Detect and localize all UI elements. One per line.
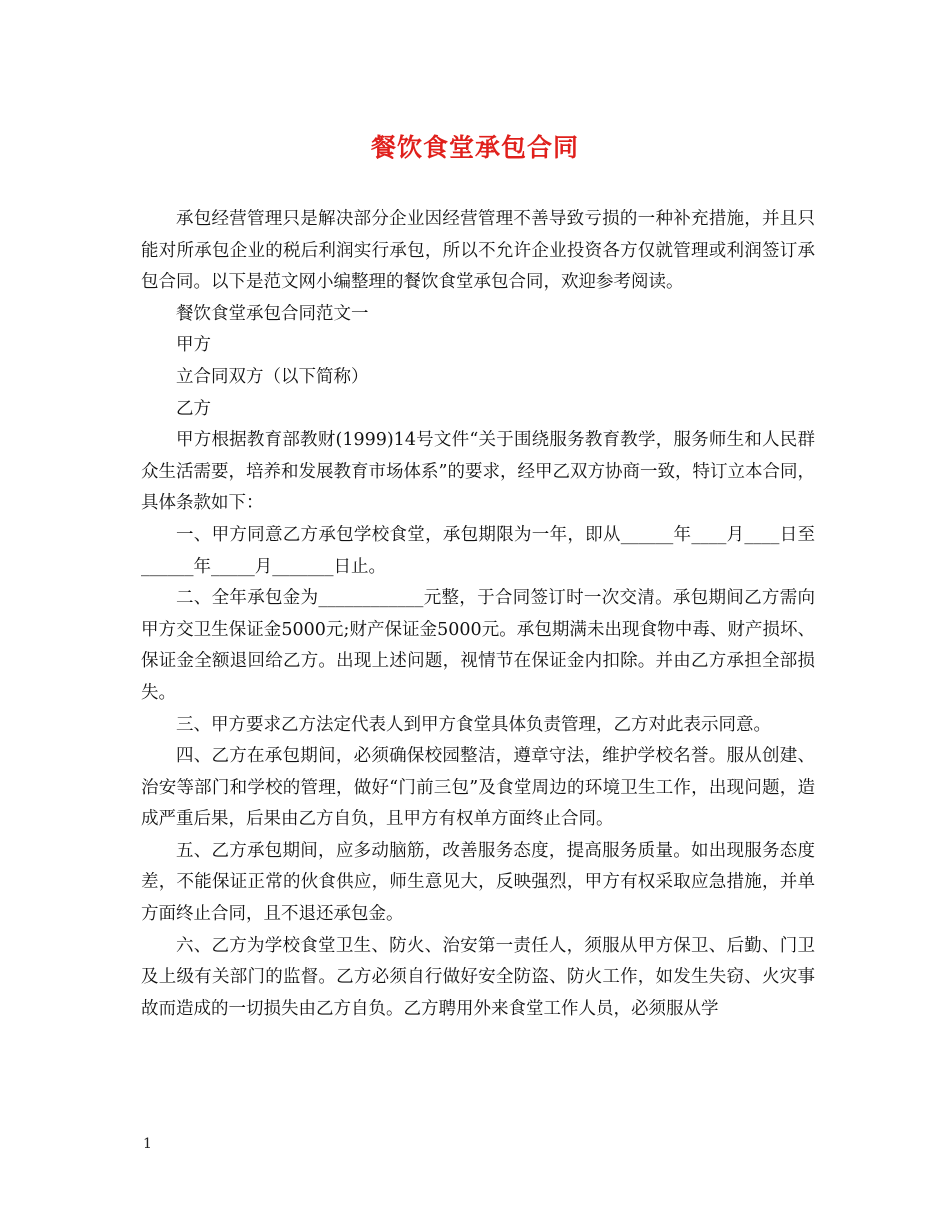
paragraph-intro: 承包经营管理只是解决部分企业因经营管理不善导致亏损的一种补充措施，并且只能对所承包企业的税后利润实行承包，所以不允许企业投资各方仅就管理或利润签订承包合同。以下是范文网小编整理的餐饮食堂承包合同，欢迎参考阅读。 — [141, 209, 815, 293]
clause-1: 一、甲方同意乙方承包学校食堂，承包期限为一年，即从______年____月____日至______年_____月_______日止。 — [141, 524, 815, 577]
clause-5: 五、乙方承包期间，应多动脑筋，改善服务态度，提高服务质量。如出现服务态度差，不能保证正常的伙食供应，师生意见大，反映强烈，甲方有权采取应急措施，并单方面终止合同，且不退还承包金。 — [141, 840, 815, 925]
paragraph-preamble: 甲方根据教育部教财(1999)14号文件“关于围绕服务教育教学，服务师生和人民群众生活需要，培养和发展教育市场体系”的要求，经甲乙双方协商一致，特订立本合同，具体条款如下： — [141, 430, 815, 514]
paragraph-party-b: 乙方 — [176, 398, 211, 419]
document-body — [141, 204, 815, 1025]
clause-2: 二、全年承包金为____________元整，于合同签订时一次交清。承包期间乙方需向甲方交卫生保证金5000元;财产保证金5000元。承包期满未出现食物中毒、财产损坏、保证金全额退回给乙方。出现上述问题，视情节在保证金内扣除。并由乙方承担全部损失。 — [141, 588, 815, 703]
paragraph-sample-heading: 餐饮食堂承包合同范文一 — [176, 303, 369, 324]
page-number: 1 — [143, 1136, 152, 1152]
clause-4: 四、乙方在承包期间，必须确保校园整洁，遵章守法，维护学校名誉。服从创建、治安等部门和学校的管理，做好“门前三包”及食堂周边的环境卫生工作，出现问题，造成严重后果，后果由乙方自负，且甲方有权单方面终止合同。 — [141, 746, 815, 830]
clause-6: 六、乙方为学校食堂卫生、防火、治安第一责任人，须服从甲方保卫、后勤、门卫及上级有关部门的监督。乙方必须自行做好安全防盗、防火工作，如发生失窃、火灾事故而造成的一切损失由乙方自负。乙方聘用外来食堂工作人员，必须服从学 — [141, 935, 815, 1019]
paragraph-party-a: 甲方 — [176, 335, 211, 356]
document-title: 餐饮食堂承包合同 — [370, 133, 579, 162]
paragraph-parties: 立合同双方（以下简称） — [176, 366, 369, 387]
clause-3: 三、甲方要求乙方法定代表人到甲方食堂具体负责管理，乙方对此表示同意。 — [176, 714, 771, 735]
